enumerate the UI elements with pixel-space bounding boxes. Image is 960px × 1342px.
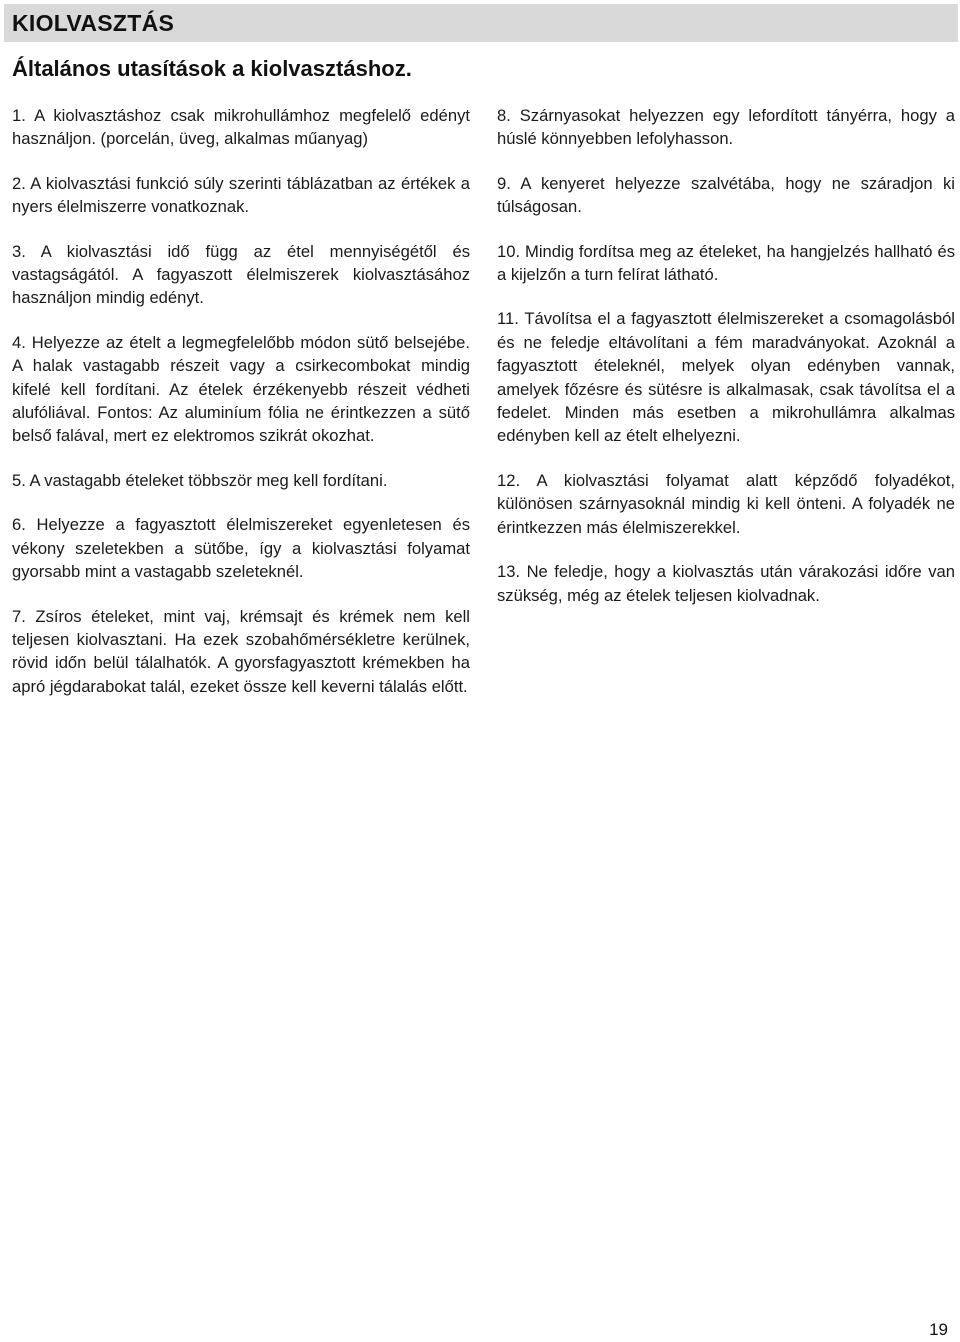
right-column bbox=[497, 104, 955, 628]
instruction-6: 6. Helyezze a fagyasztott élelmiszereket egyenletesen és vékony szeletekben a sütőbe, így a kiolvasztási folyamat gyorsabb mint a vastagabb szeleteknél. bbox=[12, 515, 470, 582]
instruction-9: 9. A kenyeret helyezze szalvétába, hogy ne száradjon ki túlságosan. bbox=[497, 173, 955, 217]
section-title: KIOLVASZTÁS bbox=[12, 9, 175, 36]
instruction-5: 5. A vastagabb ételeket többször meg kell fordítani. bbox=[12, 470, 388, 490]
page-heading: Általános utasítások a kiolvasztáshoz. bbox=[12, 56, 412, 81]
instruction-11: 11. Távolítsa el a fagyasztott élelmiszereket a csomagolásból és ne feledje eltávolítani a fém maradványokat. Azoknál a fagyasztott ételeknél, melyek olyan edényben vannak, amelyek főzésre és sütésre is alkalmasak, csak távolítsa el a fedelet. Minden más esetben a mikrohullámra alkalmas edényben kell az ételt elhelyezni. bbox=[497, 309, 955, 446]
instruction-4: 4. Helyezze az ételt a legmegfelelőbb módon sütő belsejébe. A halak vastagabb részeit vagy a csirkecombokat mindig kifelé kell fordítani. Az ételek érzékenyebb részeit védheti alufóliával. Fontos: Az aluminíum fólia ne érintkezzen a sütő belső falával, mert ez elektromos szikrát okozhat. bbox=[12, 332, 470, 446]
instruction-3: 3. A kiolvasztási idő függ az étel mennyiségétől és vastagságától. A fagyaszott élelmiszerek kiolvasztásához használjon mindig edényt. bbox=[12, 241, 470, 308]
page-number: 19 bbox=[929, 1320, 948, 1339]
instruction-2: 2. A kiolvasztási funkció súly szerinti táblázatban az értékek a nyers élelmiszerre vonatkoznak. bbox=[12, 173, 470, 217]
instruction-1: 1. A kiolvasztáshoz csak mikrohullámhoz megfelelő edényt használjon. (porcelán, üveg, alkalmas műanyag) bbox=[12, 106, 470, 149]
instruction-7: 7. Zsíros ételeket, mint vaj, krémsajt és krémek nem kell teljesen kiolvasztani. Ha ezek szobahőmérsékletre kerülnek, rövid időn belül tálalhatók. A gyorsfagyasztott krémekben ha apró jégdarabokat talál, ezeket össze kell keverni tálalás előtt. bbox=[12, 606, 470, 696]
instruction-10: 10. Mindig fordítsa meg az ételeket, ha hangjelzés hallható és a kijelzőn a turn felírat látható. bbox=[497, 241, 955, 285]
section-header-bar bbox=[4, 4, 958, 42]
instruction-12: 12. A kiolvasztási folyamat alatt képződő folyadékot, különösen szárnyasoknál mindig ki kell önteni. A folyadék ne érintkezzen más élelmiszerekkel. bbox=[497, 470, 955, 537]
left-column bbox=[12, 104, 470, 719]
instruction-8: 8. Szárnyasokat helyezzen egy lefordított tányérra, hogy a húslé könnyebben lefolyhasson. bbox=[497, 106, 955, 149]
instruction-13: 13. Ne feledje, hogy a kiolvasztás után várakozási időre van szükség, még az ételek teljesen kiolvadnak. bbox=[497, 562, 955, 605]
